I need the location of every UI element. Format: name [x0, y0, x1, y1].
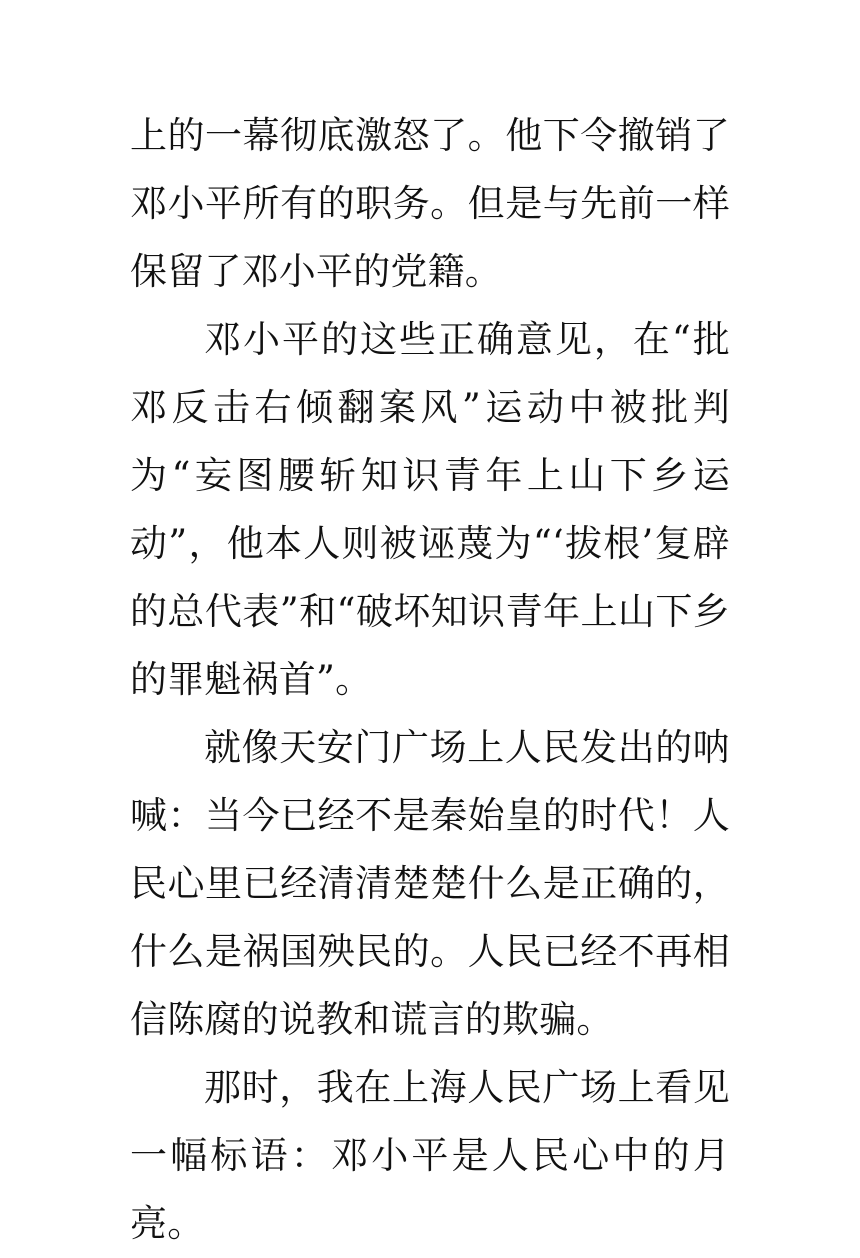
body-text [130, 102, 730, 1258]
paragraph-1: 上的一幕彻底激怒了。他下令撤销了邓小平所有的职务。但是与先前一样保留了邓小平的党籍。 [130, 114, 730, 293]
paragraph-2: 邓小平的这些正确意见，在“批邓反击右倾翻案风”运动中被批判为“妄图腰斩知识青年上山下乡运动”，他本人则被诬蔑为“‘拔根’复辟的总代表”和“破坏知识青年上山下乡的罪魁祸首”。 [130, 318, 730, 701]
paragraph-3: 就像天安门广场上人民发出的呐喊：当今已经不是秦始皇的时代！人民心里已经清清楚楚什么是正确的，什么是祸国殃民的。人民已经不再相信陈腐的说教和谎言的欺骗。 [130, 726, 730, 1041]
paragraph-4: 那时，我在上海人民广场上看见一幅标语：邓小平是人民心中的月亮。 [130, 1066, 730, 1245]
